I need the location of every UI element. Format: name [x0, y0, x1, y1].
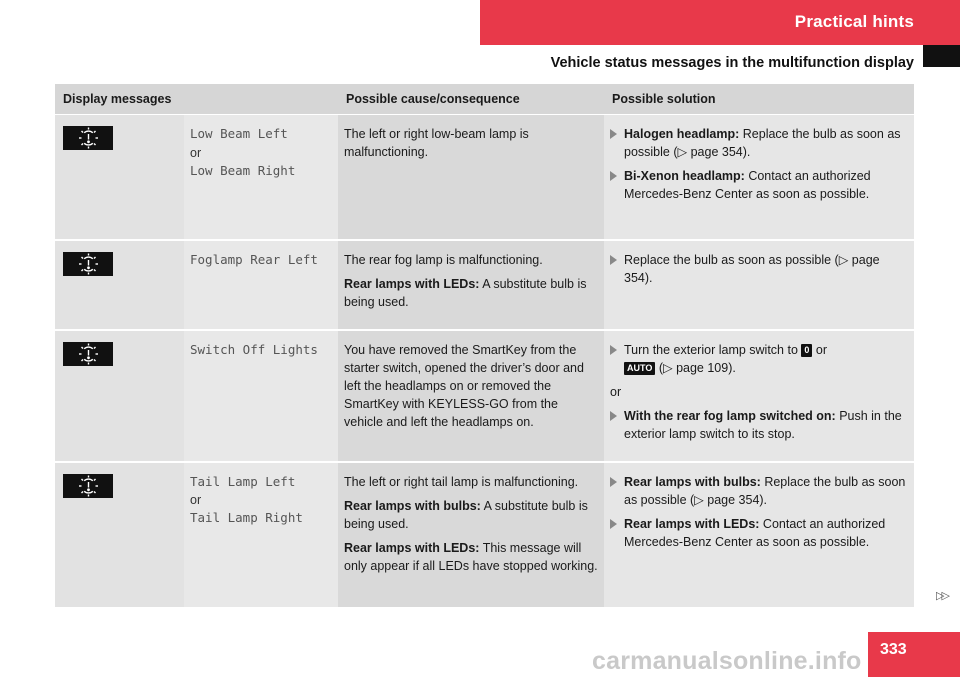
status-message-table [55, 84, 914, 609]
solution-text: Contact an authorized Mercedes-Benz Center as soon as possible. [624, 169, 871, 201]
solution-bold: With the rear fog lamp switched on: [624, 408, 836, 423]
solution-item [610, 251, 908, 287]
display-message: Foglamp Rear Left [190, 251, 318, 267]
cause-cell [338, 115, 604, 240]
lamp-switch-auto-icon: AUTO [624, 362, 655, 375]
message-cell [184, 330, 338, 462]
arrow-icon [610, 129, 617, 139]
arrow-icon [610, 477, 617, 487]
lamp-warning-icon [63, 474, 113, 498]
message-cell [184, 115, 338, 240]
cause-bold: Rear lamps with LEDs: [344, 540, 480, 555]
cause-bold: Rear lamps with LEDs: [344, 276, 480, 291]
display-message: Tail Lamp Right [190, 510, 303, 525]
arrow-icon [610, 411, 617, 421]
cause-text: The left or right low-beam lamp is malfunctioning. [344, 127, 529, 159]
arrow-icon [610, 255, 617, 265]
cause-detail: A substitute bulb is being used. [344, 498, 588, 531]
or-label: or [190, 145, 202, 160]
arrow-icon [610, 519, 617, 529]
solution-text: Replace the bulb as soon as possible (▷ page 354). [624, 127, 901, 159]
solution-item [610, 515, 908, 551]
corner-block [923, 45, 960, 67]
cause-text: You have removed the SmartKey from the starter switch, opened the driver’s door and left the headlamps on or removed the SmartKey with KEYLESS-GO from the vehicle and left the headlamps on. [344, 342, 584, 429]
section-title: Practical hints [794, 12, 914, 31]
solution-bold: Rear lamps with bulbs: [624, 474, 761, 489]
table-row [55, 115, 914, 240]
solution-text: Turn the exterior lamp switch to [624, 342, 798, 357]
cause-text [344, 539, 598, 575]
icon-cell [55, 240, 184, 330]
solution-text: or [815, 342, 828, 357]
cause-cell [338, 462, 604, 608]
lamp-warning-icon [63, 252, 113, 276]
display-message: Tail Lamp Left [190, 473, 296, 489]
solution-item [610, 473, 908, 509]
arrow-icon [610, 345, 617, 355]
message-cell [184, 240, 338, 330]
lamp-switch-0-icon: 0 [801, 344, 812, 357]
arrow-icon [610, 171, 617, 181]
watermark: carmanualsonline.info [592, 647, 862, 675]
cause-bold: Rear lamps with bulbs: [344, 498, 481, 513]
solution-bold: Halogen headlamp: [624, 127, 740, 141]
table-header-row [55, 84, 914, 115]
solution-item [610, 125, 908, 161]
icon-cell [55, 330, 184, 462]
cause-text: The rear fog lamp is malfunctioning. [344, 252, 543, 267]
or-label: or [610, 384, 622, 399]
display-message: Low Beam Right [190, 162, 296, 178]
page-number: 333 [880, 641, 907, 658]
lamp-warning-icon [63, 342, 113, 366]
cause-cell [338, 330, 604, 462]
solution-cell [604, 330, 914, 462]
cause-text [344, 497, 598, 533]
display-message: Switch Off Lights [190, 341, 318, 357]
solution-text: Contact an authorized Mercedes-Benz Center as soon as possible. [624, 516, 886, 549]
cause-detail: A substitute bulb is being used. [344, 276, 587, 309]
lamp-warning-icon [63, 126, 113, 150]
cause-detail: This message will only appear if all LEDs have stopped working. [344, 540, 598, 573]
table-row [55, 462, 914, 608]
solution-bold: Bi-Xenon headlamp: [624, 169, 745, 183]
cause-cell [338, 240, 604, 330]
display-message: Low Beam Left [190, 126, 288, 141]
cause-text: The left or right tail lamp is malfunctioning. [344, 474, 579, 489]
header-possible-solution: Possible solution [604, 84, 914, 115]
table-row [55, 330, 914, 462]
solution-item [610, 167, 908, 203]
continued-arrow-icon: ▷▷ [936, 590, 947, 602]
solution-text: Replace the bulb as soon as possible (▷ page 354). [624, 252, 880, 285]
solution-bold: Rear lamps with LEDs: [624, 516, 760, 531]
icon-cell [55, 115, 184, 240]
solution-cell [604, 462, 914, 608]
solution-text: Replace the bulb as soon as possible (▷ page 354). [624, 474, 906, 507]
solution-cell [604, 115, 914, 240]
message-cell [184, 462, 338, 608]
table-row [55, 240, 914, 330]
cause-text [344, 275, 598, 311]
header-possible-cause: Possible cause/consequence [338, 84, 604, 115]
or-label: or [190, 493, 202, 507]
solution-item [610, 341, 908, 377]
icon-cell [55, 462, 184, 608]
header-display-messages: Display messages [55, 84, 338, 115]
sub-title: Vehicle status messages in the multifunction display [550, 55, 914, 71]
solution-text: Push in the exterior lamp switch to its stop. [624, 408, 902, 441]
solution-text: (▷ page 109). [658, 360, 736, 375]
solution-cell [604, 240, 914, 330]
solution-item [610, 407, 908, 443]
